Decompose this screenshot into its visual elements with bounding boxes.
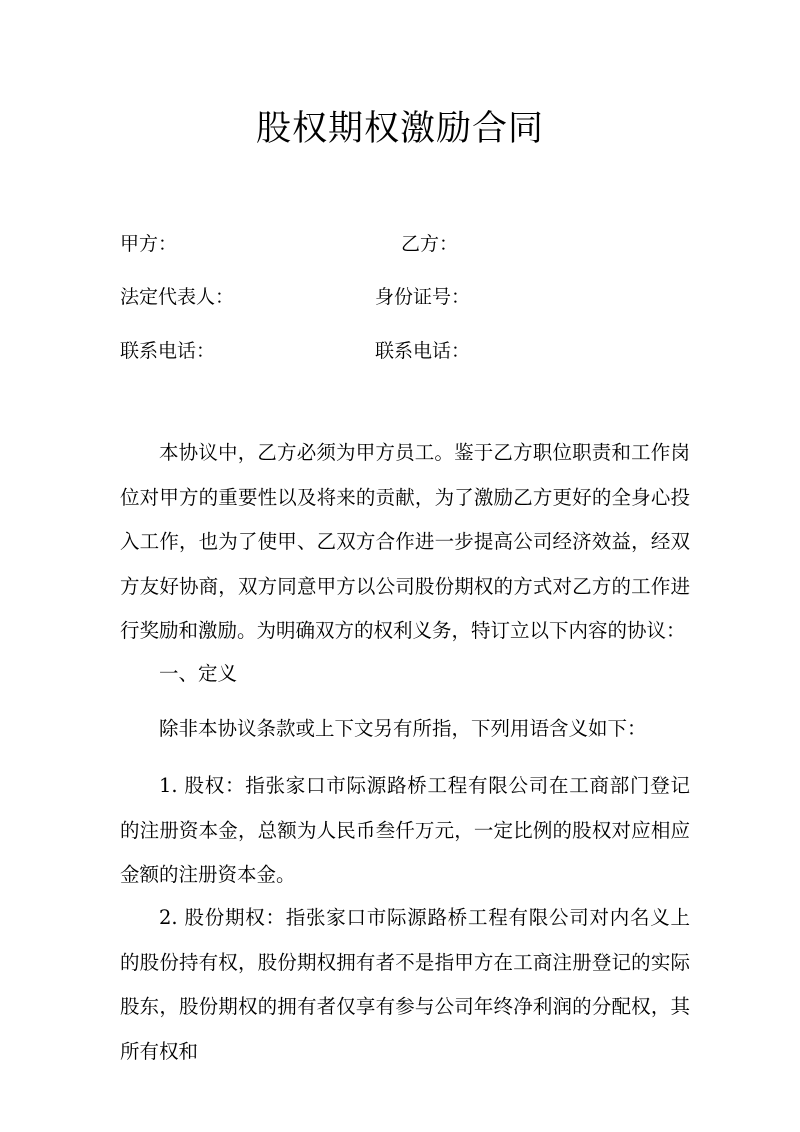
party-row-contact: [120, 336, 700, 366]
definition-share-option-paragraph: 2. 股份期权：指张家口市际源路桥工程有限公司对内名义上的股份持有权，股份期权拥有者不是指甲方在工商注册登记的实际股东，股份期权的拥有者仅享有参与公司年终净利润的分配权，其所有权和: [120, 906, 690, 1063]
party-b-label: 乙方：: [401, 233, 459, 255]
document-title: 股权期权激励合同: [255, 109, 544, 149]
legal-representative-label: 法定代表人：: [120, 286, 235, 308]
party-a-phone-label: 联系电话：: [120, 340, 216, 362]
id-number-label: 身份证号：: [375, 286, 471, 308]
party-a-label: 甲方：: [120, 233, 178, 255]
party-row-names: [120, 229, 700, 259]
section-heading-definitions: 一、定义: [159, 662, 238, 685]
definitions-lead-paragraph: 除非本协议条款或上下文另有所指，下列用语含义如下：: [159, 717, 647, 740]
definition-equity-paragraph: 1. 股权：指张家口市际源路桥工程有限公司在工商部门登记的注册资本金，总额为人民币叁仟万元，一定比例的股权对应相应金额的注册资本金。: [120, 774, 690, 886]
intro-paragraph: 本协议中，乙方必须为甲方员工。鉴于乙方职位职责和工作岗位对甲方的重要性以及将来的贡献，为了激励乙方更好的全身心投入工作，也为了使甲、乙双方合作进一步提高公司经济效益，经双方友好协商，双方同意甲方以公司股份期权的方式对乙方的工作进行奖励和激励。为明确双方的权利义务，特订立以下内容的协议：: [120, 441, 690, 642]
party-row-identity: [120, 282, 700, 312]
party-b-phone-label: 联系电话：: [375, 340, 471, 362]
